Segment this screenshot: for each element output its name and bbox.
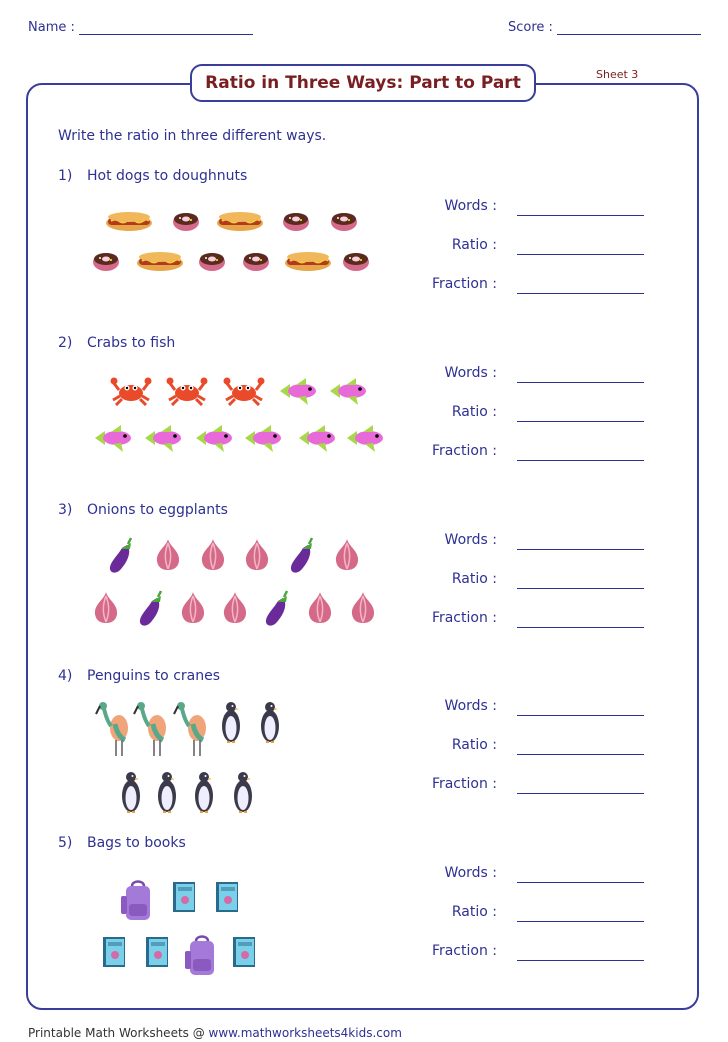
question-3-ratio-answer-line[interactable] bbox=[517, 588, 644, 589]
penguin-icon bbox=[155, 770, 179, 814]
eggplant-icon bbox=[136, 590, 166, 630]
question-number: 1) bbox=[58, 168, 73, 184]
onion-icon bbox=[180, 590, 206, 624]
fish-icon bbox=[345, 423, 385, 453]
crane-icon bbox=[133, 700, 173, 758]
book-icon bbox=[213, 880, 241, 914]
name-field bbox=[28, 20, 253, 35]
fish-icon bbox=[328, 376, 368, 406]
onion-icon bbox=[222, 590, 248, 624]
eggplant-icon bbox=[106, 537, 136, 577]
donut-icon bbox=[282, 210, 310, 232]
book-icon bbox=[170, 880, 198, 914]
fraction-label: Fraction : bbox=[431, 276, 497, 292]
question-2-words-answer-line[interactable] bbox=[517, 382, 644, 383]
footer-url[interactable]: www.mathworksheets4kids.com bbox=[208, 1026, 402, 1040]
onion-icon bbox=[244, 537, 270, 571]
question-3-fraction-answer-line[interactable] bbox=[517, 627, 644, 628]
name-label: Name : bbox=[28, 20, 75, 35]
worksheet-title: Ratio in Three Ways: Part to Part bbox=[190, 64, 536, 102]
question-5-ratio-answer-line[interactable] bbox=[517, 921, 644, 922]
question-5-prompt bbox=[58, 835, 186, 851]
question-text: Bags to books bbox=[87, 835, 186, 851]
question-number: 5) bbox=[58, 835, 73, 851]
sheet-number: Sheet 3 bbox=[596, 68, 639, 81]
question-1-words-answer-line[interactable] bbox=[517, 215, 644, 216]
fish-icon bbox=[93, 423, 133, 453]
question-text: Hot dogs to doughnuts bbox=[87, 168, 248, 184]
penguin-icon bbox=[192, 770, 216, 814]
question-number: 2) bbox=[58, 335, 73, 351]
fraction-label: Fraction : bbox=[431, 610, 497, 626]
donut-icon bbox=[242, 250, 270, 272]
hotdog-icon bbox=[216, 210, 264, 232]
instruction-text: Write the ratio in three different ways. bbox=[58, 128, 327, 144]
question-5-words-answer-line[interactable] bbox=[517, 882, 644, 883]
words-label: Words : bbox=[444, 365, 497, 381]
donut-icon bbox=[330, 210, 358, 232]
book-icon bbox=[230, 935, 258, 969]
question-2-prompt bbox=[58, 335, 175, 351]
question-2-fraction-answer-line[interactable] bbox=[517, 460, 644, 461]
crab-icon bbox=[110, 376, 152, 406]
question-1-prompt bbox=[58, 168, 247, 184]
onion-icon bbox=[307, 590, 333, 624]
fish-icon bbox=[278, 376, 318, 406]
onion-icon bbox=[155, 537, 181, 571]
question-number: 3) bbox=[58, 502, 73, 518]
words-label: Words : bbox=[444, 865, 497, 881]
score-label: Score : bbox=[508, 20, 553, 35]
question-3-words-answer-line[interactable] bbox=[517, 549, 644, 550]
donut-icon bbox=[92, 250, 120, 272]
question-4-fraction-answer-line[interactable] bbox=[517, 793, 644, 794]
question-number: 4) bbox=[58, 668, 73, 684]
onion-icon bbox=[200, 537, 226, 571]
hotdog-icon bbox=[105, 210, 153, 232]
ratio-label: Ratio : bbox=[451, 404, 497, 420]
donut-icon bbox=[172, 210, 200, 232]
penguin-icon bbox=[119, 770, 143, 814]
onion-icon bbox=[350, 590, 376, 624]
question-4-prompt bbox=[58, 668, 220, 684]
bag-icon bbox=[118, 880, 158, 924]
crab-icon bbox=[223, 376, 265, 406]
book-icon bbox=[100, 935, 128, 969]
book-icon bbox=[143, 935, 171, 969]
words-label: Words : bbox=[444, 198, 497, 214]
question-3-prompt bbox=[58, 502, 228, 518]
hotdog-icon bbox=[284, 250, 332, 272]
ratio-label: Ratio : bbox=[451, 737, 497, 753]
eggplant-icon bbox=[262, 590, 292, 630]
fraction-label: Fraction : bbox=[431, 943, 497, 959]
onion-icon bbox=[93, 590, 119, 624]
donut-icon bbox=[342, 250, 370, 272]
fish-icon bbox=[194, 423, 234, 453]
footer bbox=[28, 1026, 402, 1040]
question-text: Penguins to cranes bbox=[87, 668, 221, 684]
bag-icon bbox=[182, 935, 222, 979]
words-label: Words : bbox=[444, 532, 497, 548]
question-text: Onions to eggplants bbox=[87, 502, 228, 518]
question-2-ratio-answer-line[interactable] bbox=[517, 421, 644, 422]
question-5-fraction-answer-line[interactable] bbox=[517, 960, 644, 961]
score-input-line[interactable] bbox=[557, 21, 701, 35]
penguin-icon bbox=[219, 700, 243, 744]
crab-icon bbox=[166, 376, 208, 406]
penguin-icon bbox=[258, 700, 282, 744]
footer-prefix: Printable Math Worksheets @ bbox=[28, 1026, 209, 1040]
ratio-label: Ratio : bbox=[451, 237, 497, 253]
question-text: Crabs to fish bbox=[87, 335, 176, 351]
question-1-fraction-answer-line[interactable] bbox=[517, 293, 644, 294]
words-label: Words : bbox=[444, 698, 497, 714]
penguin-icon bbox=[231, 770, 255, 814]
donut-icon bbox=[198, 250, 226, 272]
eggplant-icon bbox=[287, 537, 317, 577]
hotdog-icon bbox=[136, 250, 184, 272]
crane-icon bbox=[95, 700, 135, 758]
fish-icon bbox=[297, 423, 337, 453]
question-1-ratio-answer-line[interactable] bbox=[517, 254, 644, 255]
fraction-label: Fraction : bbox=[431, 443, 497, 459]
score-field bbox=[508, 20, 701, 35]
fish-icon bbox=[143, 423, 183, 453]
ratio-label: Ratio : bbox=[451, 904, 497, 920]
fish-icon bbox=[243, 423, 283, 453]
name-input-line[interactable] bbox=[79, 21, 253, 35]
question-4-ratio-answer-line[interactable] bbox=[517, 754, 644, 755]
onion-icon bbox=[334, 537, 360, 571]
fraction-label: Fraction : bbox=[431, 776, 497, 792]
ratio-label: Ratio : bbox=[451, 571, 497, 587]
question-4-words-answer-line[interactable] bbox=[517, 715, 644, 716]
crane-icon bbox=[173, 700, 213, 758]
